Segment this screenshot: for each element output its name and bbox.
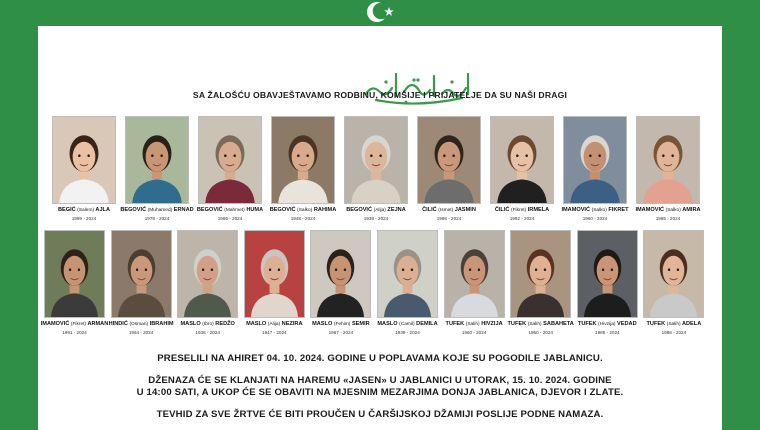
portrait-photo xyxy=(271,116,335,204)
person-years: 1986 - 2024 xyxy=(436,216,462,221)
person-years: 1966 - 2024 xyxy=(217,216,243,221)
person-surname: IMAMOVIĆ xyxy=(561,207,591,213)
person-years: 1939 - 2024 xyxy=(363,216,389,221)
person-name xyxy=(238,321,311,327)
person-years: 1978 - 2024 xyxy=(144,216,170,221)
person-first-name: JASMIN xyxy=(454,207,476,213)
person-years: 1964 - 2024 xyxy=(128,330,154,335)
person-years: 1960 - 2024 xyxy=(528,330,553,335)
person-card xyxy=(377,230,438,342)
person-first-name: DEMILA xyxy=(416,321,438,327)
person-name xyxy=(571,321,644,327)
person-name xyxy=(637,321,710,327)
person-first-name: REDŽO xyxy=(215,321,235,327)
announcement-heading: SA ŽALOŠĆU OBAVJEŠTAVAMO RODBINU, KOMŠIJE I PRIJATELJE DA SU NAŠI DRAGI xyxy=(192,90,568,100)
portrait-photo xyxy=(417,116,481,204)
person-name xyxy=(630,207,706,213)
person-father-name: (Fikret) xyxy=(510,208,527,213)
person-first-name: AJLA xyxy=(95,207,111,213)
person-surname: BEGOVIĆ xyxy=(196,207,223,213)
person-surname: TUFEK xyxy=(445,321,465,327)
person-father-name: (Fehim) xyxy=(333,322,351,327)
crescent-star-icon xyxy=(362,0,398,24)
portrait-photo xyxy=(52,116,116,204)
person-first-name: VEDAD xyxy=(617,321,637,327)
person-card xyxy=(310,230,371,342)
person-name xyxy=(557,207,633,213)
person-card xyxy=(643,230,704,342)
person-surname: MASLO xyxy=(377,321,398,327)
person-first-name: AMIRA xyxy=(682,207,701,213)
person-years: 1988 - 2024 xyxy=(661,330,687,335)
person-father-name: (Muhamed) xyxy=(147,208,173,213)
portrait-photo xyxy=(198,116,262,204)
person-surname: BEGOVIĆ xyxy=(120,207,147,213)
person-card xyxy=(636,116,700,228)
person-years: 1948 - 2024 xyxy=(290,216,316,221)
person-name xyxy=(119,207,195,213)
person-name xyxy=(411,207,487,213)
person-years: 1936 - 2024 xyxy=(195,330,220,335)
person-father-name: (Salih) xyxy=(465,322,480,327)
person-card xyxy=(344,116,408,228)
person-surname: TUFEK xyxy=(646,321,666,327)
person-first-name: IRMELA xyxy=(527,207,550,213)
portrait-photo xyxy=(177,230,238,318)
person-card xyxy=(52,116,116,228)
person-first-name: IBRAHIM xyxy=(149,321,174,327)
portrait-photo xyxy=(310,230,371,318)
person-card xyxy=(507,230,574,342)
person-surname: ČILIĆ xyxy=(494,207,510,213)
portrait-photo xyxy=(643,230,704,318)
person-surname: IMAMOVIĆ xyxy=(40,321,70,327)
person-card xyxy=(177,230,238,342)
portrait-photo xyxy=(377,230,438,318)
person-father-name: (Fikret) xyxy=(70,322,87,327)
person-card xyxy=(563,116,627,228)
portrait-photo xyxy=(563,116,627,204)
person-surname: BEGOVIĆ xyxy=(346,207,373,213)
person-card xyxy=(417,116,481,228)
portrait-photo xyxy=(44,230,105,318)
person-first-name: NEZIRA xyxy=(281,321,303,327)
person-years: 1939 - 2024 xyxy=(395,330,420,335)
person-father-name: (Salko) xyxy=(591,208,607,213)
person-years: 1967 - 2024 xyxy=(328,330,354,335)
tevhid-line: TEVHID ZA SVE ŽRTVE ĆE BITI PROUČEN U ČARŠIJSKOJ DŽAMIJI POSLIJE PODNE NAMAZA. xyxy=(156,409,604,420)
obituary-sheet xyxy=(38,26,722,430)
dzenaza-line-2: U 14:00 SATI, A UKOP ĆE SE OBAVITI NA MJESNIM MEZARJIMA DONJA JABLANICA, DJEVOR I ZLATE. xyxy=(136,387,624,398)
person-name xyxy=(265,207,341,213)
person-father-name: (Osman) xyxy=(129,322,149,327)
person-first-name: RAHIMA xyxy=(313,207,337,213)
person-name xyxy=(371,321,444,327)
person-first-name: ZEJNA xyxy=(387,207,406,213)
person-first-name: ARMAN xyxy=(87,321,109,327)
person-first-name: ADELA xyxy=(681,321,702,327)
person-father-name: (Salko) xyxy=(665,208,681,213)
person-card xyxy=(577,230,638,342)
portrait-photo xyxy=(490,116,554,204)
person-name xyxy=(504,321,577,327)
person-father-name: (Alija) xyxy=(373,208,386,213)
person-years: 1960 - 2024 xyxy=(461,330,487,335)
person-father-name: (Ismet) xyxy=(438,208,454,213)
portrait-photo xyxy=(636,116,700,204)
portrait-photo xyxy=(577,230,638,318)
person-father-name: (Salih) xyxy=(527,322,542,327)
person-name xyxy=(438,321,511,327)
person-surname: ČILIĆ xyxy=(422,207,437,213)
person-father-name: (Camil) xyxy=(399,322,415,327)
person-name xyxy=(192,207,268,213)
person-name xyxy=(38,321,111,327)
arabic-calligraphy-emblem xyxy=(356,64,480,108)
person-surname: MASLO xyxy=(246,321,267,327)
portrait-photo xyxy=(111,230,172,318)
person-first-name: SABAHETA xyxy=(543,321,574,327)
person-name xyxy=(46,207,122,213)
person-name xyxy=(484,207,560,213)
person-card xyxy=(198,116,262,228)
person-name xyxy=(338,207,414,213)
person-years: 1985 - 2024 xyxy=(595,330,620,335)
person-surname: TUFEK xyxy=(507,321,527,327)
person-card xyxy=(244,230,305,342)
person-years: 1991 - 2024 xyxy=(62,330,87,335)
person-surname: TUFEK xyxy=(577,321,597,327)
person-surname: BEGOVIĆ xyxy=(269,207,296,213)
person-years: 1992 - 2024 xyxy=(509,216,535,221)
dzenaza-line-1: DŽENAZA ĆE SE KLANJATI NA HAREMU «JASEN» U JABLANICI U UTORAK, 15. 10. 2024. GODINE xyxy=(148,375,612,386)
person-years: 1999 - 2024 xyxy=(71,216,97,221)
person-card xyxy=(120,116,194,228)
person-name xyxy=(304,321,377,327)
person-father-name: (Salem) xyxy=(77,208,95,213)
person-card xyxy=(108,230,174,342)
portrait-photo xyxy=(444,230,505,318)
person-surname: HINDIĆ xyxy=(108,321,128,327)
person-card xyxy=(271,116,335,228)
person-first-name: FIKRET xyxy=(608,207,629,213)
person-surname: BEGIĆ xyxy=(57,207,76,213)
portrait-photo xyxy=(244,230,305,318)
person-name xyxy=(171,321,244,327)
person-father-name: (Mahmet) xyxy=(224,208,245,213)
person-surname: MASLO xyxy=(312,321,333,327)
portrait-photo xyxy=(510,230,571,318)
person-father-name: (Hivzija) xyxy=(598,322,616,327)
person-surname: IMAMOVIĆ xyxy=(635,207,665,213)
person-first-name: ERNAD xyxy=(173,207,194,213)
person-years: 1965 - 2024 xyxy=(655,216,681,221)
person-father-name: (Salih) xyxy=(666,322,681,327)
person-first-name: SEMIR xyxy=(351,321,370,327)
person-father-name: (Ibro) xyxy=(202,322,214,327)
person-father-name: (Alija) xyxy=(267,322,281,327)
person-surname: MASLO xyxy=(180,321,201,327)
portrait-photo xyxy=(344,116,408,204)
person-years: 1960 - 2024 xyxy=(582,216,608,221)
ahiret-line: PRESELILI NA AHIRET 04. 10. 2024. GODINE U POPLAVAMA KOJE SU POGODILE JABLANICU. xyxy=(157,353,603,364)
person-card xyxy=(40,230,109,342)
person-card xyxy=(490,116,554,228)
person-years: 1947 - 2024 xyxy=(262,330,287,335)
portrait-photo xyxy=(125,116,189,204)
person-first-name: HUMA xyxy=(246,207,264,213)
person-name xyxy=(105,321,178,327)
person-father-name: (Salko) xyxy=(297,208,313,213)
person-card xyxy=(444,230,505,342)
person-first-name: HIVZIJA xyxy=(481,321,503,327)
